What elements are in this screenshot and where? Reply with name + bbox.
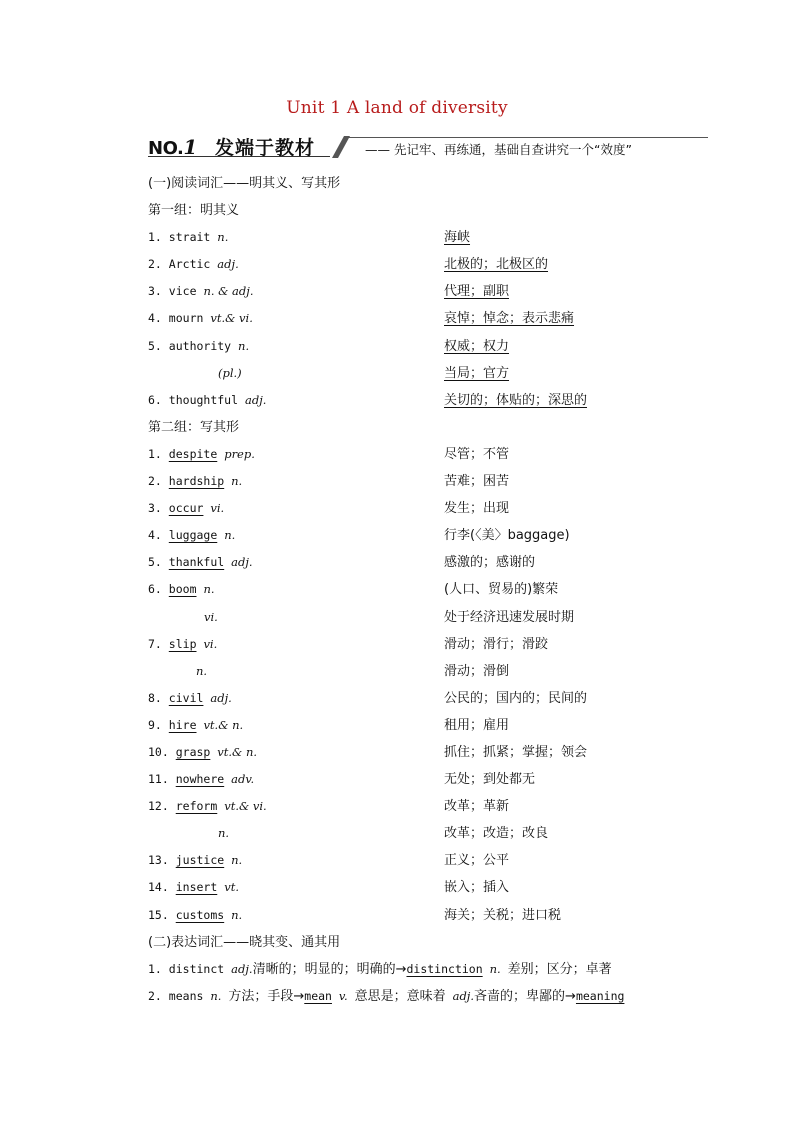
vocab-row — [148, 576, 708, 603]
group-heading: 第一组：明其义 — [148, 203, 240, 219]
banner-rule — [348, 137, 708, 138]
vocab-meaning: 哀悼；悼念；表示悲痛 — [444, 311, 575, 327]
vocab-word: authority — [168, 338, 232, 353]
expression-line: 1. distinct adj.清晰的；明显的；明确的→distinction n. 差别；区分；卓著 — [148, 961, 612, 977]
vocab-meaning: 代理；副职 — [444, 284, 510, 300]
vocab-row — [148, 522, 708, 549]
vocab-word: grasp — [175, 744, 211, 759]
vocab-word: luggage — [168, 528, 218, 543]
vocab-row — [148, 468, 708, 495]
vocab-term: 14. insert vt. — [148, 880, 239, 895]
vocab-meaning: 改革；革新 — [444, 799, 510, 815]
vocab-row — [148, 333, 708, 360]
vocab-term: 4. mourn vt.& vi. — [148, 311, 253, 326]
banner-subtitle: —— 先记牢、再练通，基础自查讲究一个“效度” — [365, 142, 632, 157]
vocab-word: thoughtful — [168, 392, 239, 407]
vocab-term: 7. slip vi. — [148, 636, 218, 651]
vocab-term: 11. nowhere adv. — [148, 772, 255, 787]
vocab-word: hire — [168, 717, 197, 732]
vocab-word: thankful — [168, 555, 225, 570]
vocab-meaning: 嵌入；插入 — [444, 880, 510, 896]
vocab-row — [148, 793, 708, 820]
vocab-term: 1. strait n. — [148, 230, 229, 245]
vocab-meaning: 公民的；国内的；民间的 — [444, 690, 588, 706]
vocab-word: mourn — [168, 311, 204, 326]
vocab-row — [148, 495, 708, 522]
vocab-word: customs — [175, 907, 225, 922]
vocab-term: 3. occur vi. — [148, 501, 225, 516]
vocab-term: 3. vice n. & adj. — [148, 284, 254, 299]
vocab-term: 13. justice n. — [148, 853, 243, 868]
vocab-term: 12. reform vt.& vi. — [148, 799, 267, 814]
answer-word: mean — [304, 988, 332, 1003]
vocab-meaning: 处于经济迅速发展时期 — [444, 609, 575, 625]
vocab-row — [148, 902, 708, 929]
vocab-row — [148, 631, 708, 658]
vocab-row — [148, 251, 708, 278]
vocab-row — [148, 441, 708, 468]
vocab-meaning: 北极的；北极区的 — [444, 257, 549, 273]
vocab-meaning: 滑动；滑倒 — [444, 663, 510, 679]
vocab-meaning: 当局；官方 — [444, 365, 510, 381]
vocab-row — [148, 224, 708, 251]
vocab-term: 5. thankful adj. — [148, 555, 253, 570]
banner-number: NO.1 — [148, 135, 197, 159]
group-heading: 第二组：写其形 — [148, 419, 240, 435]
vocab-word: civil — [168, 690, 204, 705]
vocab-word: reform — [175, 799, 218, 814]
vocab-term: 10. grasp vt.& n. — [148, 744, 258, 759]
vocab-term: 1. despite prep. — [148, 446, 255, 461]
vocab-row — [148, 766, 708, 793]
vocab-row — [148, 712, 708, 739]
vocab-meaning: 改革；改造；改良 — [444, 826, 549, 842]
vocab-term: n. — [196, 663, 208, 678]
vocab-word: hardship — [168, 474, 225, 489]
vocab-word: vice — [168, 284, 197, 299]
vocab-meaning: (人口、贸易的)繁荣 — [444, 582, 559, 598]
section-heading: (一)阅读词汇——明其义、写其形 — [148, 176, 341, 191]
vocab-word: occur — [168, 501, 204, 516]
vocab-term: (pl.) — [218, 365, 242, 380]
vocab-term: vi. — [204, 609, 218, 624]
vocab-meaning: 无处；到处都无 — [444, 772, 536, 788]
vocab-row — [148, 549, 708, 576]
vocab-row — [148, 874, 708, 901]
vocab-content — [148, 170, 708, 1010]
vocab-row — [148, 387, 708, 414]
vocab-term: 6. thoughtful adj. — [148, 392, 267, 407]
vocab-row — [148, 847, 708, 874]
section-banner — [148, 132, 708, 160]
vocab-term: 5. authority n. — [148, 338, 250, 353]
vocab-meaning: 感激的；感谢的 — [444, 555, 536, 571]
vocab-meaning: 尽管；不管 — [444, 446, 510, 462]
vocab-meaning: 关切的；体贴的；深思的 — [444, 392, 588, 408]
vocab-row — [148, 739, 708, 766]
vocab-meaning: 发生；出现 — [444, 501, 510, 517]
vocab-word: despite — [168, 446, 218, 461]
expression-line: 2. means n. 方法；手段→mean v. 意思是；意味着 adj.吝啬的；卑鄙的→meaning — [148, 988, 625, 1004]
vocab-row — [148, 820, 708, 847]
vocab-meaning: 权威；权力 — [444, 338, 510, 354]
vocab-row — [148, 658, 708, 685]
vocab-row — [148, 360, 708, 387]
vocab-term: 4. luggage n. — [148, 528, 236, 543]
vocab-term: 2. hardship n. — [148, 474, 243, 489]
vocab-meaning: 滑动；滑行；滑跤 — [444, 636, 549, 652]
vocab-meaning: 行李(〈美〉baggage) — [444, 528, 570, 544]
banner-underline — [148, 156, 330, 157]
vocab-meaning: 抓住；抓紧；掌握；领会 — [444, 744, 588, 760]
page-title: Unit 1 A land of diversity — [286, 98, 508, 118]
vocab-word: justice — [175, 853, 225, 868]
vocab-row — [148, 685, 708, 712]
answer-word: distinction — [406, 961, 483, 976]
vocab-term: n. — [218, 826, 230, 841]
vocab-term: 8. civil adj. — [148, 690, 232, 705]
vocab-word: boom — [168, 582, 197, 597]
vocab-word: insert — [175, 880, 218, 895]
vocab-row — [148, 278, 708, 305]
vocab-word: nowhere — [175, 772, 225, 787]
vocab-meaning: 海峡 — [444, 230, 471, 246]
answer-word: meaning — [575, 988, 625, 1003]
vocab-row — [148, 604, 708, 631]
vocab-meaning: 租用；雇用 — [444, 717, 510, 733]
vocab-meaning: 海关；关税；进口税 — [444, 907, 562, 923]
vocab-word: Arctic — [168, 257, 211, 272]
vocab-term: 6. boom n. — [148, 582, 215, 597]
vocab-term: 15. customs n. — [148, 907, 243, 922]
vocab-meaning: 苦难；困苦 — [444, 474, 510, 490]
section-heading: (二)表达词汇——晓其变、通其用 — [148, 934, 341, 950]
vocab-word: strait — [168, 230, 211, 245]
vocab-term: 9. hire vt.& n. — [148, 717, 244, 732]
banner-heading: 发端于教材 — [215, 137, 316, 159]
vocab-row — [148, 305, 708, 332]
vocab-word: slip — [168, 636, 197, 651]
vocab-term: 2. Arctic adj. — [148, 257, 239, 272]
vocab-meaning: 正义；公平 — [444, 853, 510, 869]
